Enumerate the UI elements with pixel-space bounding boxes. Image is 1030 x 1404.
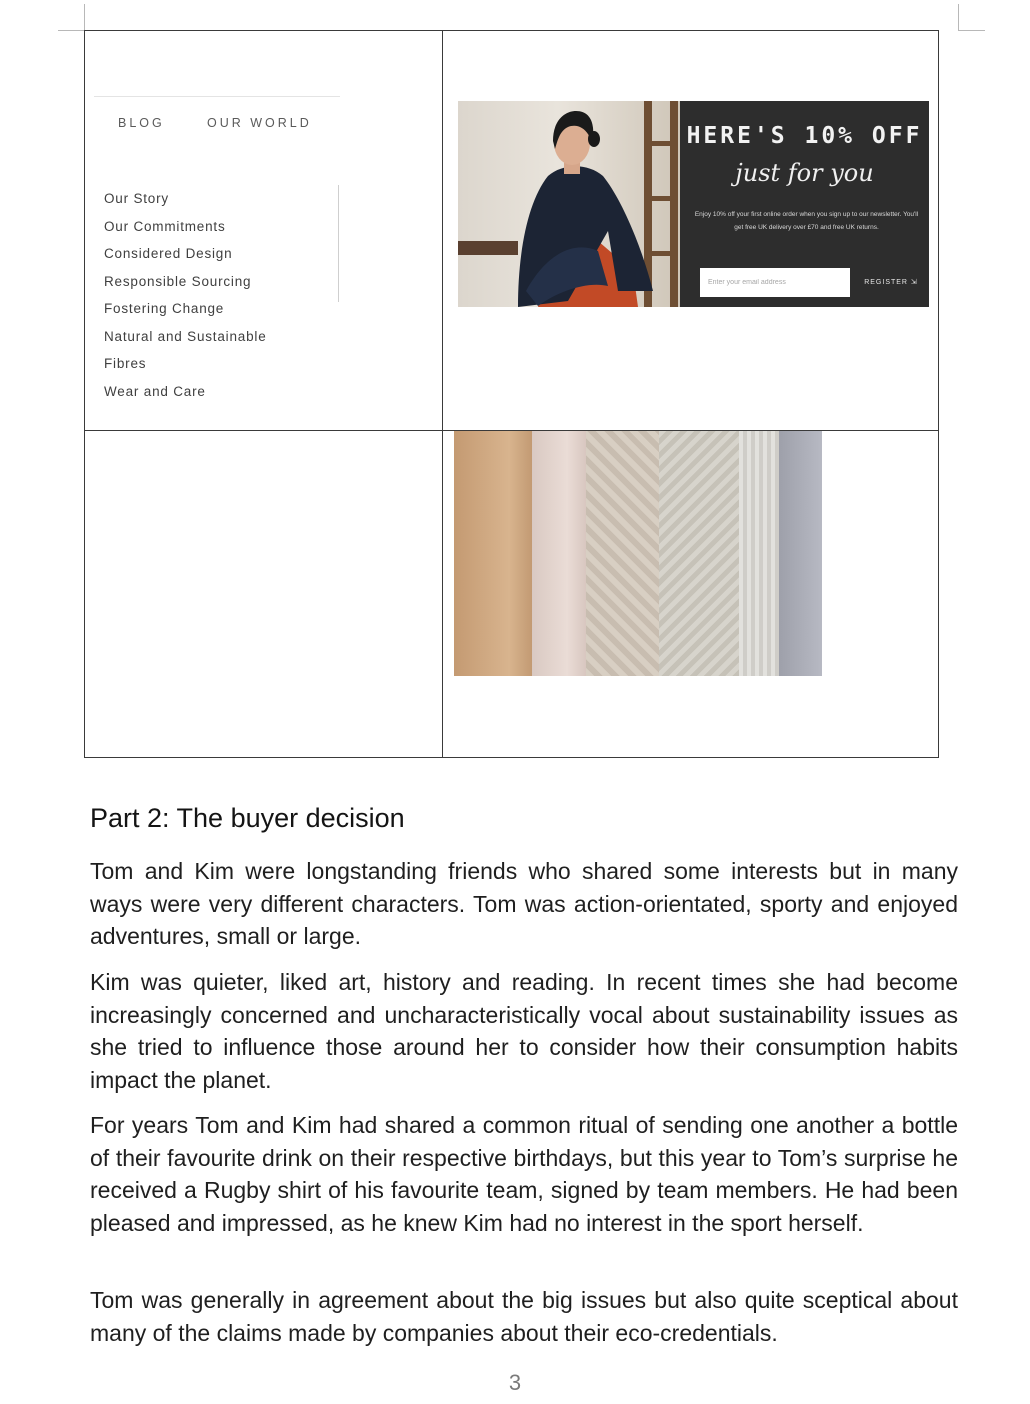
crop-mark — [958, 4, 959, 31]
paragraph: Tom was generally in agreement about the big issues but also quite sceptical about many of the claims made by companies about their eco-credentials. — [90, 1287, 958, 1346]
nav-item-our-story[interactable]: Our Story — [104, 191, 169, 206]
promo-banner — [458, 101, 929, 307]
knitwear-photo — [454, 431, 822, 676]
section-heading: Part 2: The buyer decision — [90, 803, 405, 833]
nav-item-fostering-change[interactable]: Fostering Change — [104, 301, 225, 316]
email-input[interactable] — [700, 268, 850, 297]
promo-subtitle: just for you — [735, 159, 874, 187]
model-photo — [458, 101, 680, 307]
paragraph: Tom and Kim were longstanding friends who shared some interests but in many ways were very different characters. Tom was action-orientated, sporty and enjoyed adventures, small or large. — [90, 858, 958, 949]
nav-item-fibres[interactable]: Fibres — [104, 356, 147, 371]
nav-item-wear-and-care[interactable]: Wear and Care — [104, 383, 206, 399]
nav-item-natural-and-sustainable[interactable]: Natural and Sustainable — [104, 328, 267, 344]
crop-mark — [958, 30, 985, 31]
promo-panel — [680, 101, 929, 307]
paragraph: For years Tom and Kim had shared a common ritual of sending one another a bottle of their favourite drink on their respective birthdays, but this year to Tom’s surprise he received a Rugby shirt of his favourite team, signed by team members. He had been pleased and impressed, as he knew Kim had no interest in the sport herself. — [90, 1112, 958, 1236]
nav-item-our-commitments[interactable]: Our Commitments — [104, 218, 226, 234]
register-button[interactable]: REGISTER ⇲ — [864, 279, 918, 286]
nav-menu — [104, 190, 267, 410]
table-column-divider — [442, 30, 443, 758]
page-number: 3 — [508, 1370, 522, 1395]
nav-divider — [338, 185, 339, 302]
crop-mark — [84, 4, 85, 31]
nav-tab-blog[interactable]: BLOG — [118, 116, 165, 130]
nav-item-responsible-sourcing[interactable]: Responsible Sourcing — [104, 273, 252, 289]
model-figure — [458, 101, 680, 307]
nav-top-rule — [94, 96, 340, 97]
nav-item-considered-design[interactable]: Considered Design — [104, 246, 233, 261]
promo-title: HERE'S 10% OFF — [686, 123, 923, 149]
paragraph: Kim was quieter, liked art, history and reading. In recent times she had become increasingly concerned and uncharacteristically vocal about sustainability issues as she tried to influence those around her to consider how their consumption habits impact the planet. — [90, 969, 958, 1093]
crop-mark — [58, 30, 85, 31]
nav-tab-our-world[interactable]: OUR WORLD — [207, 116, 312, 130]
promo-fine-print: Enjoy 10% off your first online order when you sign up to our newsletter. You'll get free UK delivery over £70 and free UK returns. — [694, 211, 919, 231]
